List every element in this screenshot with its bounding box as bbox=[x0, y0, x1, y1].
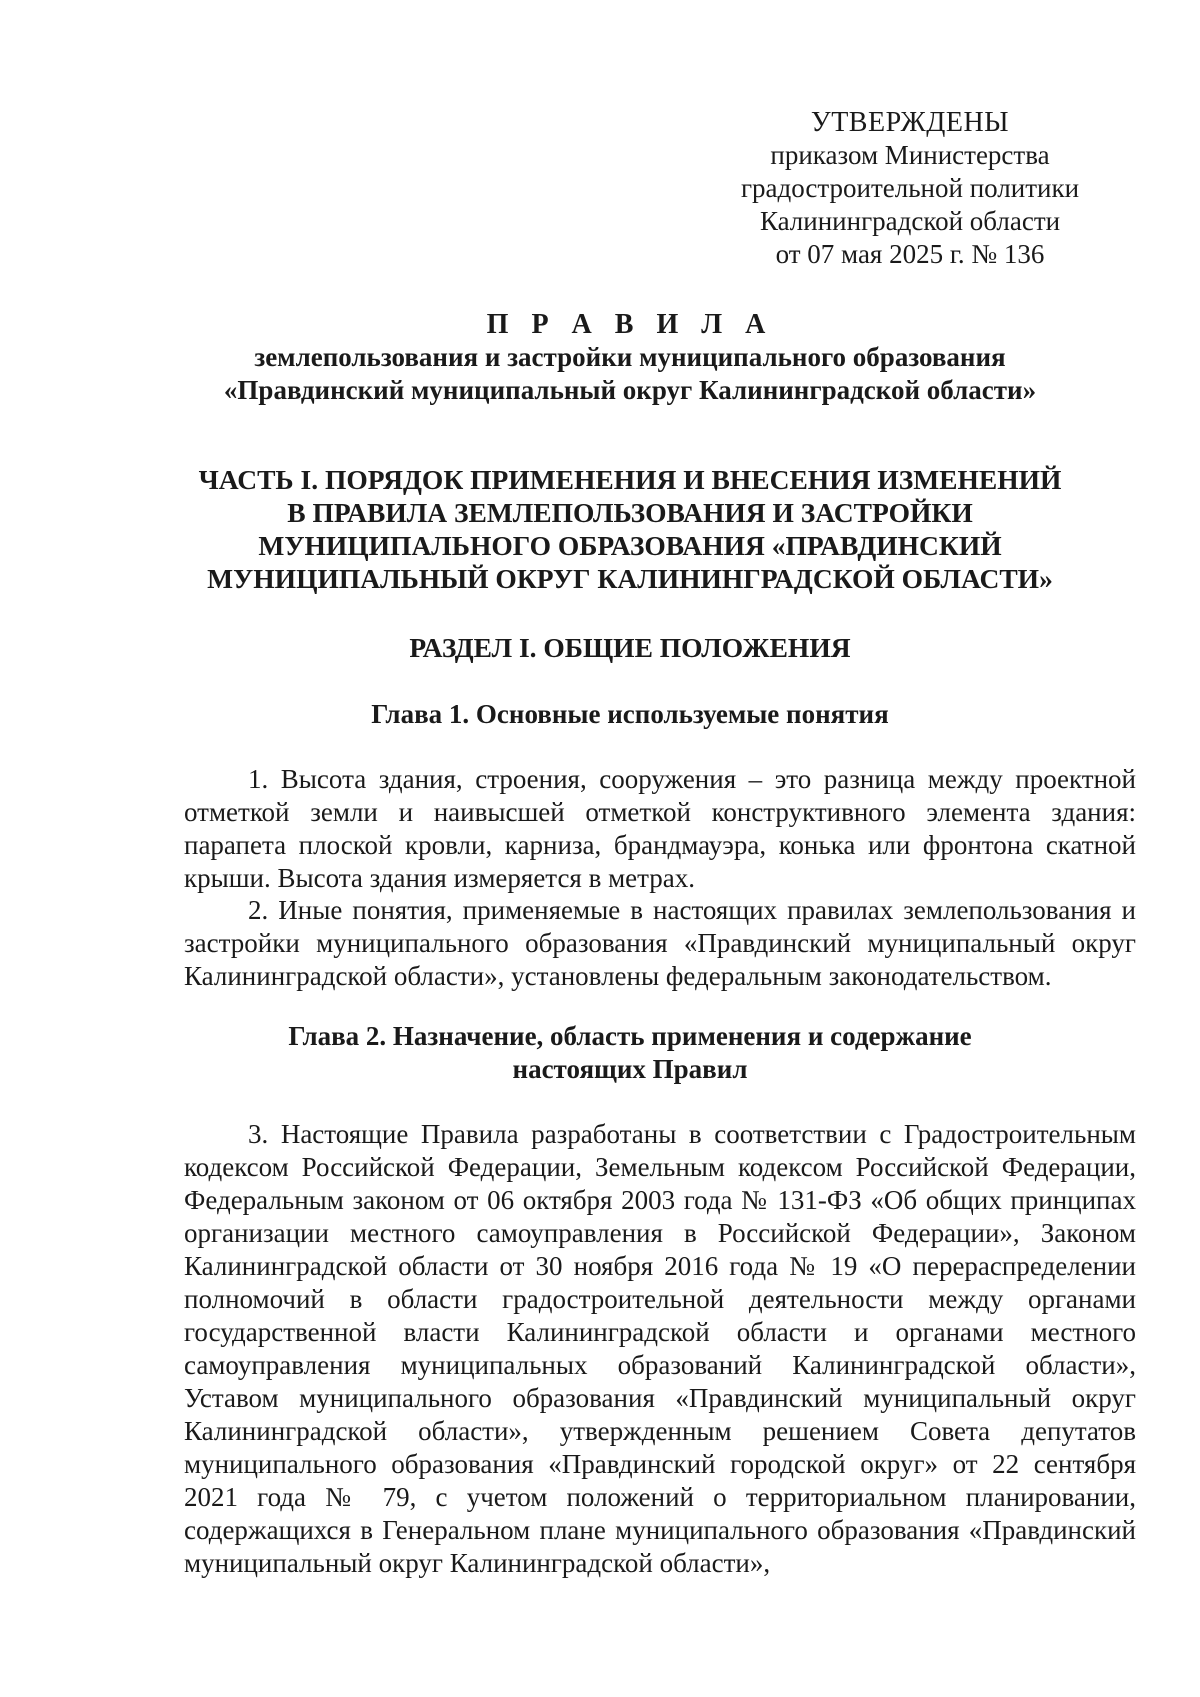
title-subtitle: землепользования и застройки муниципального образования bbox=[254, 342, 1006, 372]
document-title bbox=[150, 308, 1110, 407]
part-heading-line: МУНИЦИПАЛЬНОГО ОБРАЗОВАНИЯ «ПРАВДИНСКИЙ bbox=[258, 530, 1002, 561]
chapter-1-heading: Глава 1. Основные используемые понятия bbox=[371, 699, 889, 729]
paragraph-1: 1. Высота здания, строения, сооружения – это разница между проектной отметкой земли и наивысшей отметкой конструктивного элемента здания: парапета плоской кровли, карниза, брандмауэра, конька или фронтона скатной крыши. Высота здания измеряется в метрах. bbox=[184, 764, 1136, 893]
part-heading-line: МУНИЦИПАЛЬНЫЙ ОКРУГ КАЛИНИНГРАДСКОЙ ОБЛАСТИ» bbox=[207, 563, 1053, 594]
part-heading-line: В ПРАВИЛА ЗЕМЛЕПОЛЬЗОВАНИЯ И ЗАСТРОЙКИ bbox=[287, 497, 973, 528]
approval-line: Калининградской области bbox=[759, 206, 1061, 236]
title-subtitle: «Правдинский муниципальный округ Калининградской области» bbox=[223, 375, 1037, 405]
paragraph-2: 2. Иные понятия, применяемые в настоящих правилах землепользования и застройки муниципального образования «Правдинский муниципальный округ Калининградской области», установлены федеральным законодательством. bbox=[184, 895, 1136, 991]
section-heading: РАЗДЕЛ I. ОБЩИЕ ПОЛОЖЕНИЯ bbox=[409, 632, 851, 663]
part-heading-line: ЧАСТЬ I. ПОРЯДОК ПРИМЕНЕНИЯ И ВНЕСЕНИЯ ИЗМЕНЕНИЙ bbox=[198, 464, 1062, 495]
approval-stamp bbox=[700, 106, 1120, 271]
approval-heading: УТВЕРЖДЕНЫ bbox=[810, 107, 1010, 138]
approval-line: градостроительной политики bbox=[740, 173, 1080, 203]
approval-date: от 07 мая 2025 г. № 136 bbox=[775, 239, 1045, 269]
approval-line: приказом Министерства bbox=[770, 140, 1050, 170]
chapter-2-heading-line: настоящих Правил bbox=[512, 1054, 748, 1084]
chapter-2-heading bbox=[150, 1020, 1110, 1086]
title-main: П Р А В И Л А bbox=[486, 309, 774, 340]
chapter-2-heading-line: Глава 2. Назначение, область применения и содержание bbox=[288, 1021, 972, 1051]
paragraph-3: 3. Настоящие Правила разработаны в соответствии с Градостроительным кодексом Российской Федерации, Земельным кодексом Российской Федерации, Федеральным законом от 06 октября 2003 года № 131-ФЗ «Об общих принципах организации местного самоуправления в Российской Федерации», Законом Калининградской области от 30 ноября 2016 года № 19 «О перераспределении полномочий в области градостроительной деятельности между органами государственной власти Калининградской области и органами местного самоуправления муниципальных образований Калининградской области», Уставом муниципального образования «Правдинский муниципальный округ Калининградской области», утвержденным решением Совета депутатов муниципального образования «Правдинский городской округ» от 22 сентября 2021 года № 79, с учетом положений о территориальном планировании, содержащихся в Генеральном плане муниципального образования «Правдинский муниципальный округ Калининградской области», bbox=[184, 1119, 1136, 1578]
part-heading bbox=[150, 463, 1110, 595]
